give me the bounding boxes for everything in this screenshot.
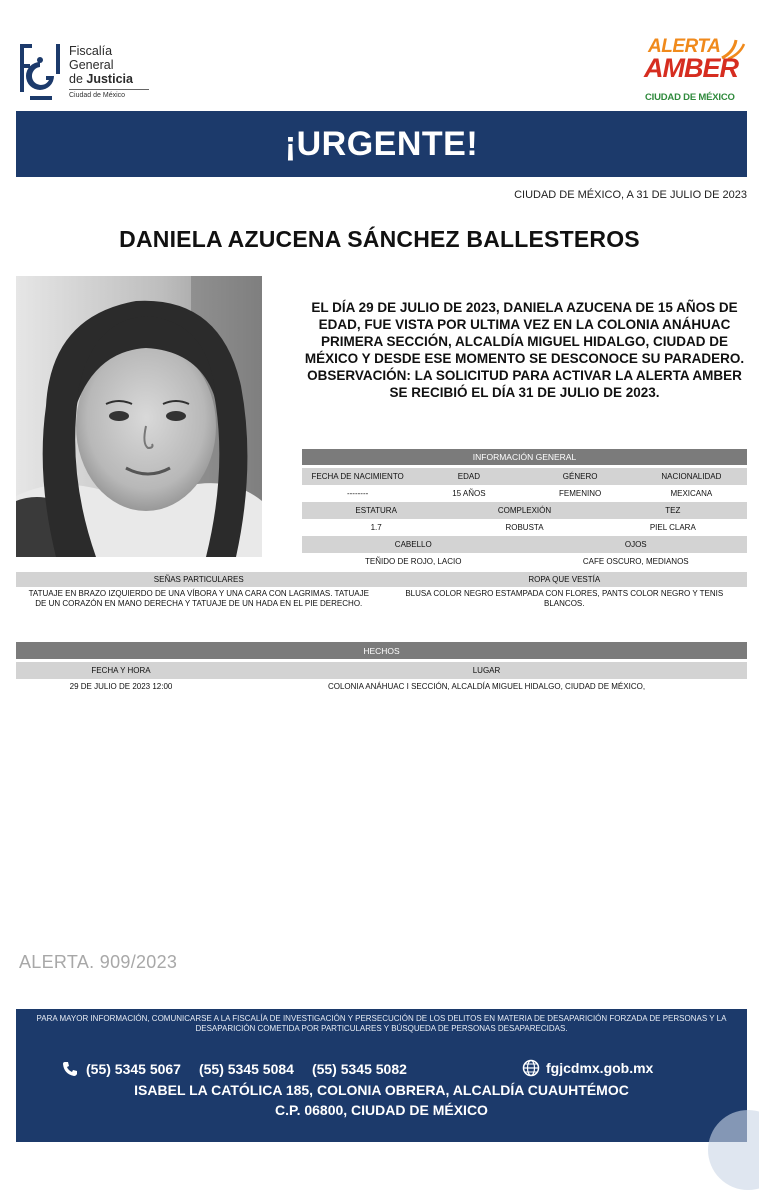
value-birthdate: -------- [346,489,369,498]
org-line-1: Fiscalía [69,44,113,58]
value-place: COLONIA ANÁHUAC I SECCIÓN, ALCALDÍA MIGUEL HIDALGO, CIUDAD DE MÉXICO, [327,681,646,691]
facts-header-row [16,662,747,679]
info-value-row-3 [302,553,747,570]
header-gender: GÉNERO [562,472,598,481]
globe-icon [522,1059,540,1077]
header-complexion: TEZ [665,506,681,515]
amber-alert-logo [640,36,750,108]
features-value-row [16,587,747,609]
value-build: ROBUSTA [505,523,544,532]
website-link[interactable]: fgjcdmx.gob.mx [546,1060,654,1076]
header-hair: CABELLO [394,540,432,549]
info-header-row-1 [302,468,747,485]
alert-code: ALERTA. 909/2023 [19,952,178,972]
value-clothing: BLUSA COLOR NEGRO ESTAMPADA CON FLORES, PANTS COLOR NEGRO Y TENIS BLANCOS. [405,589,724,608]
footer-website[interactable] [522,1059,653,1077]
header-distinguishing-marks: SEÑAS PARTICULARES [153,575,244,584]
facts-value-row [16,679,747,693]
value-age: 15 AÑOS [452,489,486,498]
phone-icon [62,1061,78,1077]
header-birthdate: FECHA DE NACIMIENTO [311,472,404,481]
phone-number-3[interactable]: (55) 5345 5082 [311,1061,407,1077]
general-info-title: INFORMACIÓN GENERAL [302,449,747,465]
facts-title: HECHOS [16,642,747,659]
header-eyes: OJOS [624,540,647,549]
org-line-2: General [69,58,114,72]
org-name [69,44,133,86]
footer-note: PARA MAYOR INFORMACIÓN, COMUNICARSE A LA FISCALÍA DE INVESTIGACIÓN Y PERSECUCIÓN DE LOS DELITOS EN MATERIA DE DESAPARICIÓN FORZADA DE PERSONAS Y LA DESAPARICIÓN COMETIDA POR PARTICULARES Y BÚSQUEDA DE PERSONAS DESAPARECIDAS. [36,1014,727,1033]
person-name: DANIELA AZUCENA SÁNCHEZ BALLESTEROS [119,226,640,252]
value-height: 1.7 [370,523,382,532]
facts-table [16,642,747,693]
urgent-banner: ¡URGENTE! [16,111,747,177]
org-line-3: de Justicia [69,72,133,86]
info-value-row-1 [302,485,747,502]
value-nationality: MEXICANA [670,489,713,498]
fgj-logo-icon [16,40,64,104]
header-age: EDAD [457,472,480,481]
header-datetime: FECHA Y HORA [91,666,151,675]
header-clothing: ROPA QUE VESTÍA [528,575,601,584]
header-build: COMPLEXIÓN [497,506,552,515]
header-height: ESTATURA [355,506,397,515]
phone-number-1[interactable]: (55) 5345 5067 [86,1061,181,1077]
amber-logo-bottom: CIUDAD DE MÉXICO [645,92,735,103]
date-line: CIUDAD DE MÉXICO, A 31 DE JULIO DE 2023 [514,189,747,201]
value-datetime: 29 DE JULIO DE 2023 12:00 [69,681,173,691]
address-line-1: ISABEL LA CATÓLICA 185, COLONIA OBRERA, ALCALDÍA CUAUHTÉMOC [134,1082,629,1098]
general-info-table [302,449,747,570]
org-subtitle: Ciudad de México [69,92,126,99]
value-hair: TEÑIDO DE ROJO, LACIO [365,557,462,566]
address-line-2: C.P. 06800, CIUDAD DE MÉXICO [275,1102,488,1118]
narrative-text: EL DÍA 29 DE JULIO DE 2023, DANIELA AZUCENA DE 15 AÑOS DE EDAD, FUE VISTA POR ULTIMA VEZ EN LA COLONIA ANÁHUAC PRIMERA SECCIÓN, ALCALDÍA MIGUEL HIDALGO, CIUDAD DE MÉXICO Y DESDE ESE MOMENTO SE DESCONOCE SU PARADERO. OBSERVACIÓN: LA SOLICITUD PARA ACTIVAR LA ALERTA AMBER SE RECIBIÓ EL DÍA 31 DE JULIO DE 2023. [304,300,745,400]
features-table [16,572,747,609]
fgj-logo [16,40,141,106]
amber-logo-mid: AMBER [644,53,738,83]
header-nationality: NACIONALIDAD [661,472,722,481]
info-header-row-3 [302,536,747,553]
org-divider [69,89,149,90]
value-complexion: PIEL CLARA [649,523,696,532]
footer [16,1009,747,1142]
info-header-row-2 [302,502,747,519]
features-header-row [16,572,747,587]
value-distinguishing-marks: TATUAJE EN BRAZO IZQUIERDO DE UNA VÍBORA Y UNA CARA CON LAGRIMAS. TATUAJE DE UN CORAZÓN EN MANO DERECHA Y TATUAJE DE UN HADA EN EL PIE DERECHO. [28,589,369,608]
footer-phones [62,1061,417,1077]
header-place: LUGAR [472,666,501,675]
phone-number-2[interactable]: (55) 5345 5084 [198,1061,294,1077]
person-photo [16,276,262,557]
value-eyes: CAFE OSCURO, MEDIANOS [582,557,689,566]
amber-logo-top: ALERTA [648,36,721,57]
value-gender: FEMENINO [559,489,602,498]
person-photo-image [16,276,262,557]
footer-address [16,1080,747,1120]
info-value-row-2 [302,519,747,536]
